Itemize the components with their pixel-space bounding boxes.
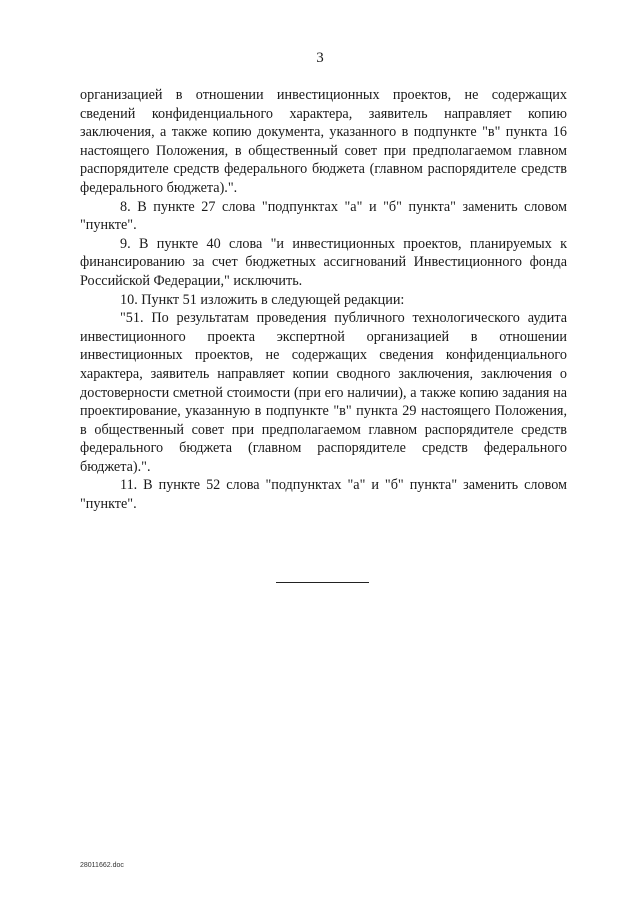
footer-file-code: 28011662.doc <box>80 862 124 869</box>
page-number: 3 <box>316 50 324 66</box>
paragraph-item-9: 9. В пункте 40 слова "и инвестиционных проектов, планируемых к финансированию за счет бюджетных ассигнований Инвестиционного фонда Российской Федерации," исключить. <box>80 235 567 289</box>
paragraph-item-8: 8. В пункте 27 слова "подпунктах "а" и "б" пункта" заменить словом "пункте". <box>80 198 567 234</box>
paragraph-item-51-text: "51. По результатам проведения публичного технологического аудита инвестиционного проекта экспертной организацией в отношении инвестиционных проектов, не содержащих сведения конфиденциального характера, заявитель направляет копии сводного заключения, заключения о достоверности сметной стоимости (при его наличии), а также копию задания на проектирование, указанную в подпункте "в" пункта 29 настоящего Положения, в общественный совет при предполагаемом главном распорядителе средств федерального бюджета (главном распорядителе средств федерального бюджета).". <box>80 310 567 475</box>
paragraph-item-11: 11. В пункте 52 слова "подпунктах "а" и "б" пункта" заменить словом "пункте". <box>80 477 567 513</box>
end-separator-line <box>276 582 369 583</box>
paragraph-item-10: 10. Пункт 51 изложить в следующей редакции: <box>120 291 405 308</box>
document-body <box>80 86 567 514</box>
paragraph-continuation: организацией в отношении инвестиционных проектов, не содержащих сведений конфиденциального характера, заявитель направляет копию заключения, а также копию документа, указанного в подпункте "в" пункта 16 настоящего Положения, в общественный совет при предполагаемом главном распорядителе средств федерального бюджета (главном распорядителе средств федерального бюджета).". <box>80 87 567 196</box>
